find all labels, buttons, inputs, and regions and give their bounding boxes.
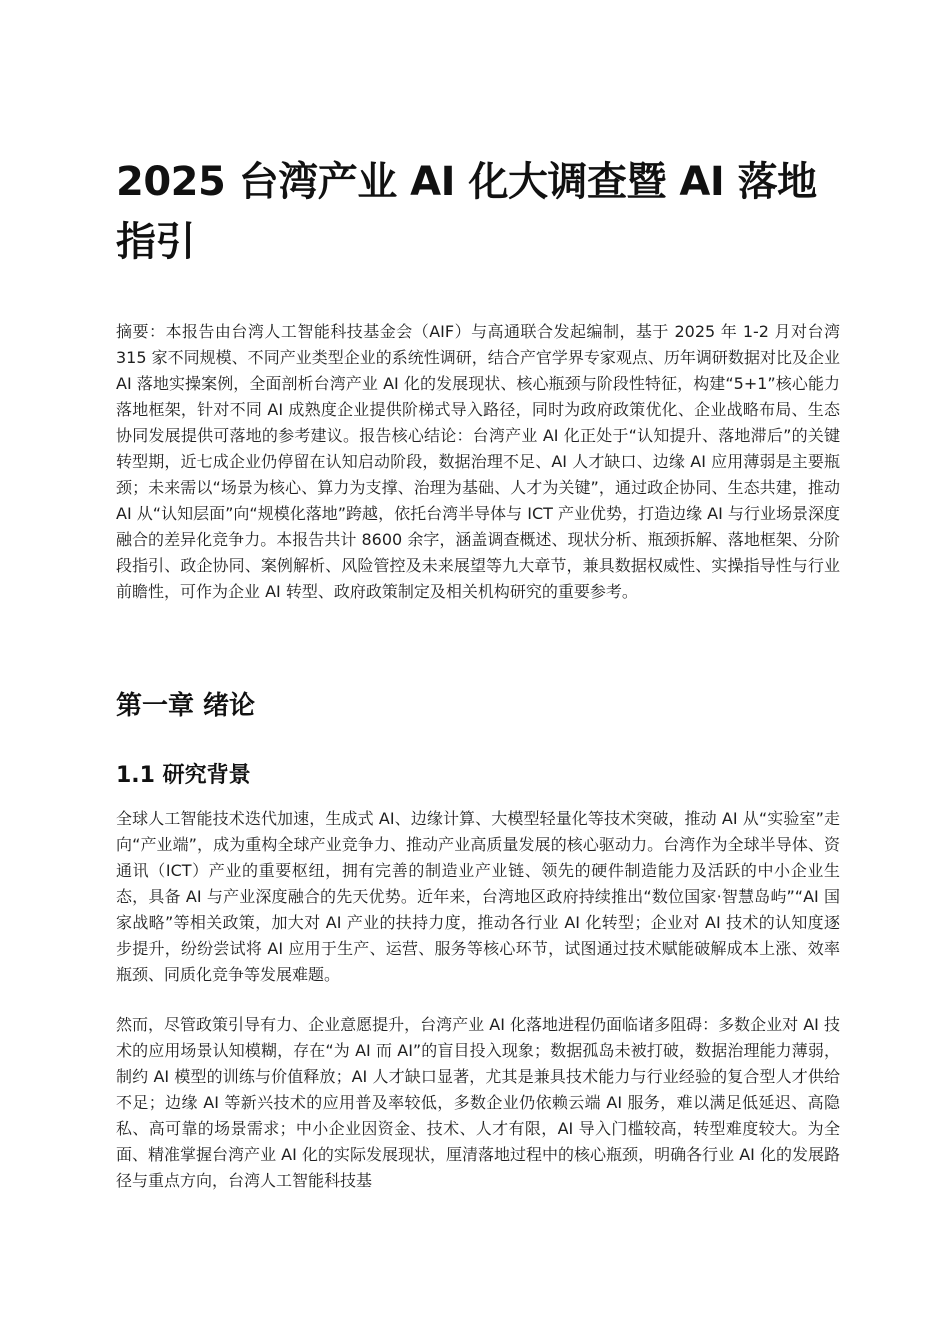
body-paragraph-2: 然而，尽管政策引导有力、企业意愿提升，台湾产业 AI 化落地进程仍面临诸多阻碍：多数企业对 AI 技术的应用场景认知模糊，存在“为 AI 而 AI”的盲目投入现象；数据孤岛未被打破，数据治理能力薄弱，制约 AI 模型的训练与价值释放；AI 人才缺口显著，尤其是兼具技术能力与行业经验的复合型人才供给不足；边缘 AI 等新兴技术的应用普及率较低，多数企业仍依赖云端 AI 服务，难以满足低延迟、高隐私、高可靠的场景需求；中小企业因资金、技术、人才有限，AI 导入门槛较高，转型难度较大。为全面、精准掌握台湾产业 AI 化的实际发展现状，厘清落地过程中的核心瓶颈，明确各行业 AI 化的发展路径与重点方向，台湾人工智能科技基 (116, 1015, 840, 1190)
section-heading: 1.1 研究背景 (116, 763, 251, 788)
body-paragraph-1: 全球人工智能技术迭代加速，生成式 AI、边缘计算、大模型轻量化等技术突破，推动 AI 从“实验室”走向“产业端”，成为重构全球产业竞争力、推动产业高质量发展的核心驱动力。台湾作为全球半导体、资通讯（ICT）产业的重要枢纽，拥有完善的制造业产业链、领先的硬件制造能力及活跃的中小企业生态，具备 AI 与产业深度融合的先天优势。近年来，台湾地区政府持续推出“数位国家·智慧岛屿”“AI 国家战略”等相关政策，加大对 AI 产业的扶持力度，推动各行业 AI 化转型；企业对 AI 技术的认知度逐步提升，纷纷尝试将 AI 应用于生产、运营、服务等核心环节，试图通过技术赋能破解成本上涨、效率瓶颈、同质化竞争等发展难题。 (116, 809, 840, 984)
abstract-paragraph: 摘要：本报告由台湾人工智能科技基金会（AIF）与高通联合发起编制，基于 2025 年 1-2 月对台湾 315 家不同规模、不同产业类型企业的系统性调研，结合产官学界专家观点、历年调研数据对比及企业 AI 落地实操案例，全面剖析台湾产业 AI 化的发展现状、核心瓶颈与阶段性特征，构建“5+1”核心能力落地框架，针对不同 AI 成熟度企业提供阶梯式导入路径，同时为政府政策优化、企业战略布局、生态协同发展提供可落地的参考建议。报告核心结论：台湾产业 AI 化正处于“认知提升、落地滞后”的关键转型期，近七成企业仍停留在认知启动阶段，数据治理不足、AI 人才缺口、边缘 AI 应用薄弱是主要瓶颈；未来需以“场景为核心、算力为支撑、治理为基础、人才为关键”，通过政企协同、生态共建，推动 AI 从“认知层面”向“规模化落地”跨越，依托台湾半导体与 ICT 产业优势，打造边缘 AI 与行业场景深度融合的差异化竞争力。本报告共计 8600 余字，涵盖调查概述、现状分析、瓶颈拆解、落地框架、分阶段指引、政企协同、案例解析、风险管控及未来展望等九大章节，兼具数据权威性、实操指导性与行业前瞻性，可作为企业 AI 转型、政府政策制定及相关机构研究的重要参考。 (116, 322, 840, 601)
document-title: 2025 台湾产业 AI 化大调查暨 AI 落地指引 (116, 159, 817, 265)
chapter-heading: 第一章 绪论 (116, 691, 256, 721)
